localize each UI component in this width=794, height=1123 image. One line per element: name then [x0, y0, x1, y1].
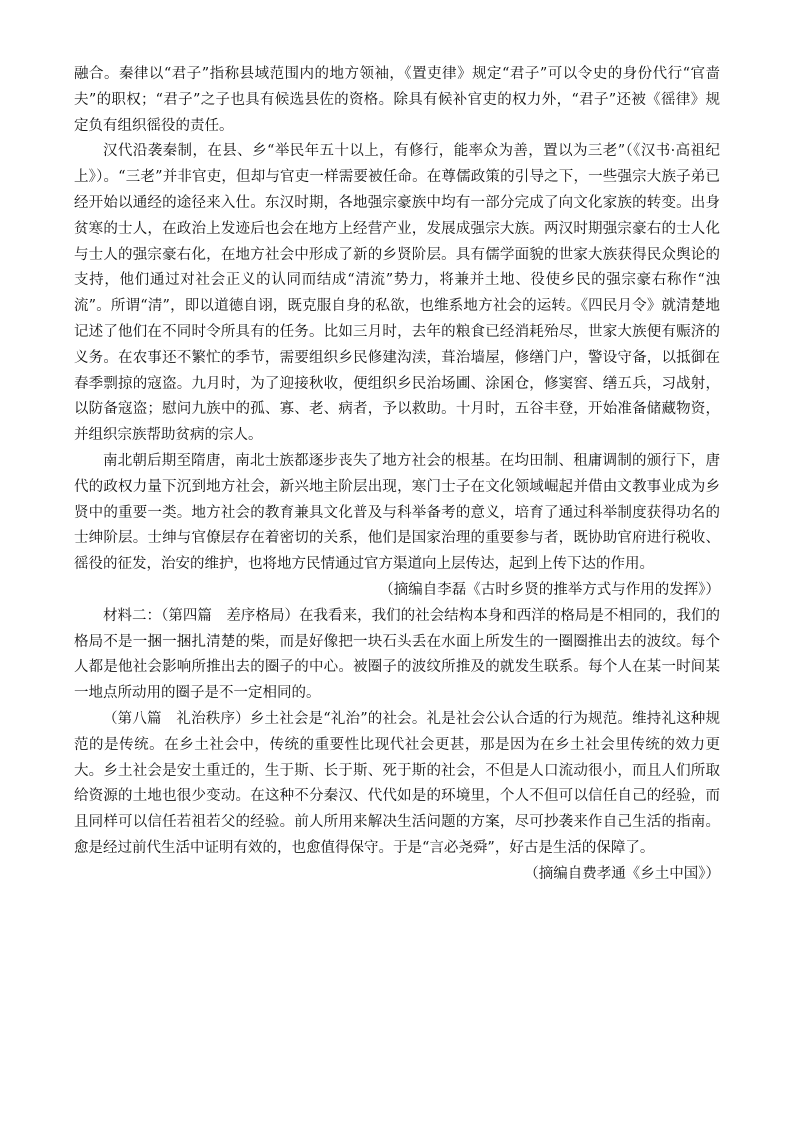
document-page	[74, 62, 720, 888]
paragraph-han-dynasty: 汉代沿袭秦制，在县、乡“举民年五十以上，有修行，能率众为善，置以为三老”（《汉书·高祖纪上》）。“三老”并非官吏，但却与官吏一样需要被任命。在尊儒政策的引导之下，一些强宗大族子弟已经开始以通经的途径来入仕。东汉时期，各地强宗豪族中均有一部分完成了向文化家族的转变。出身贫寒的士人，在政治上发迹后也会在地方上经营产业，发展成强宗大族。两汉时期强宗豪右的士人化与士人的强宗豪右化，在地方社会中形成了新的乡贤阶层。具有儒学面貌的世家大族获得民众舆论的支持，他们通过对社会正义的认同而结成“清流”势力，将兼并土地、役使乡民的强宗豪右称作“浊流”。所谓“清”，即以道德自诩，既克服自身的私欲，也维系地方社会的运转。《四民月令》就清楚地记述了他们在不同时令所具有的任务。比如三月时，去年的粮食已经消耗殆尽，世家大族便有赈济的义务。在农事还不繁忙的季节，需要组织乡民修建沟渎，葺治墙屋，修缮门户，警设守备，以抵御在春季剽掠的寇盗。九月时，为了迎接秋收，便组织乡民治场圃、涂囷仓，修窦窖、缮五兵，习战射，以防备寇盗；慰问九族中的孤、寡、老、病者，予以救助。十月时，五谷丰登，开始准备储藏物资，并组织宗族帮助贫病的宗人。	[74, 143, 720, 444]
paragraph-ritual-order: （第八篇 礼治秩序）乡土社会是“礼治”的社会。礼是社会公认合适的行为规范。维持礼这种规范的是传统。在乡土社会中，传统的重要性比现代社会更甚，那是因为在乡土社会里传统的效力更大。乡土社会是安土重迁的，生于斯、长于斯、死于斯的社会，不但是人口流动很小，而且人们所取给资源的土地也很少变动。在这种不分秦汉、代代如是的环境里，个人不但可以信任自己的经验，而且同样可以信任若祖若父的经验。前人所用来解决生活问题的方案，尽可抄袭来作自己生活的指南。愈是经过前代生活中证明有效的，也愈值得保守。于是“言必尧舜”，好古是生活的保障了。	[74, 710, 720, 856]
paragraph-material-two-differential-pattern: 材料二：（第四篇 差序格局）在我看来，我们的社会结构本身和西洋的格局是不相同的，我们的格局不是一捆一捆扎清楚的柴，而是好像把一块石头丢在水面上所发生的一圈圈推出去的波纹。每个人都是他社会影响所推出去的圈子的中心。被圈子的波纹所推及的就发生联系。每个人在某一时间某一地点所动用的圈子是不一定相同的。	[74, 607, 720, 702]
source-citation-fei-xiaotong: （摘编自费孝通《乡土中国》）	[524, 865, 720, 882]
paragraph-sui-tang: 南北朝后期至隋唐，南北士族都逐步丧失了地方社会的根基。在均田制、租庸调制的颁行下，唐代的政权力量下沉到地方社会，新兴地主阶层出现，寒门士子在文化领域崛起并借由文教事业成为乡贤中的重要一类。地方社会的教育兼具文化普及与科举备考的意义，培育了通过科举制度获得功名的士绅阶层。士绅与官僚层存在着密切的关系，他们是国家治理的重要参与者，既协助官府进行税收、徭役的征发，治安的维护，也将地方民情通过官方渠道向上层传达，起到上传下达的作用。	[74, 452, 720, 573]
paragraph-qin-law: 融合。秦律以“君子”指称县域范围内的地方领袖，《置吏律》规定“君子”可以令史的身份代行“官啬夫”的职权；“君子”之子也具有候选县佐的资格。除具有候补官吏的权力外，“君子”还被《徭律》规定负有组织徭役的责任。	[74, 66, 720, 134]
source-citation-li-lei: （摘编自李磊《古时乡贤的推举方式与作用的发挥》）	[379, 581, 720, 598]
